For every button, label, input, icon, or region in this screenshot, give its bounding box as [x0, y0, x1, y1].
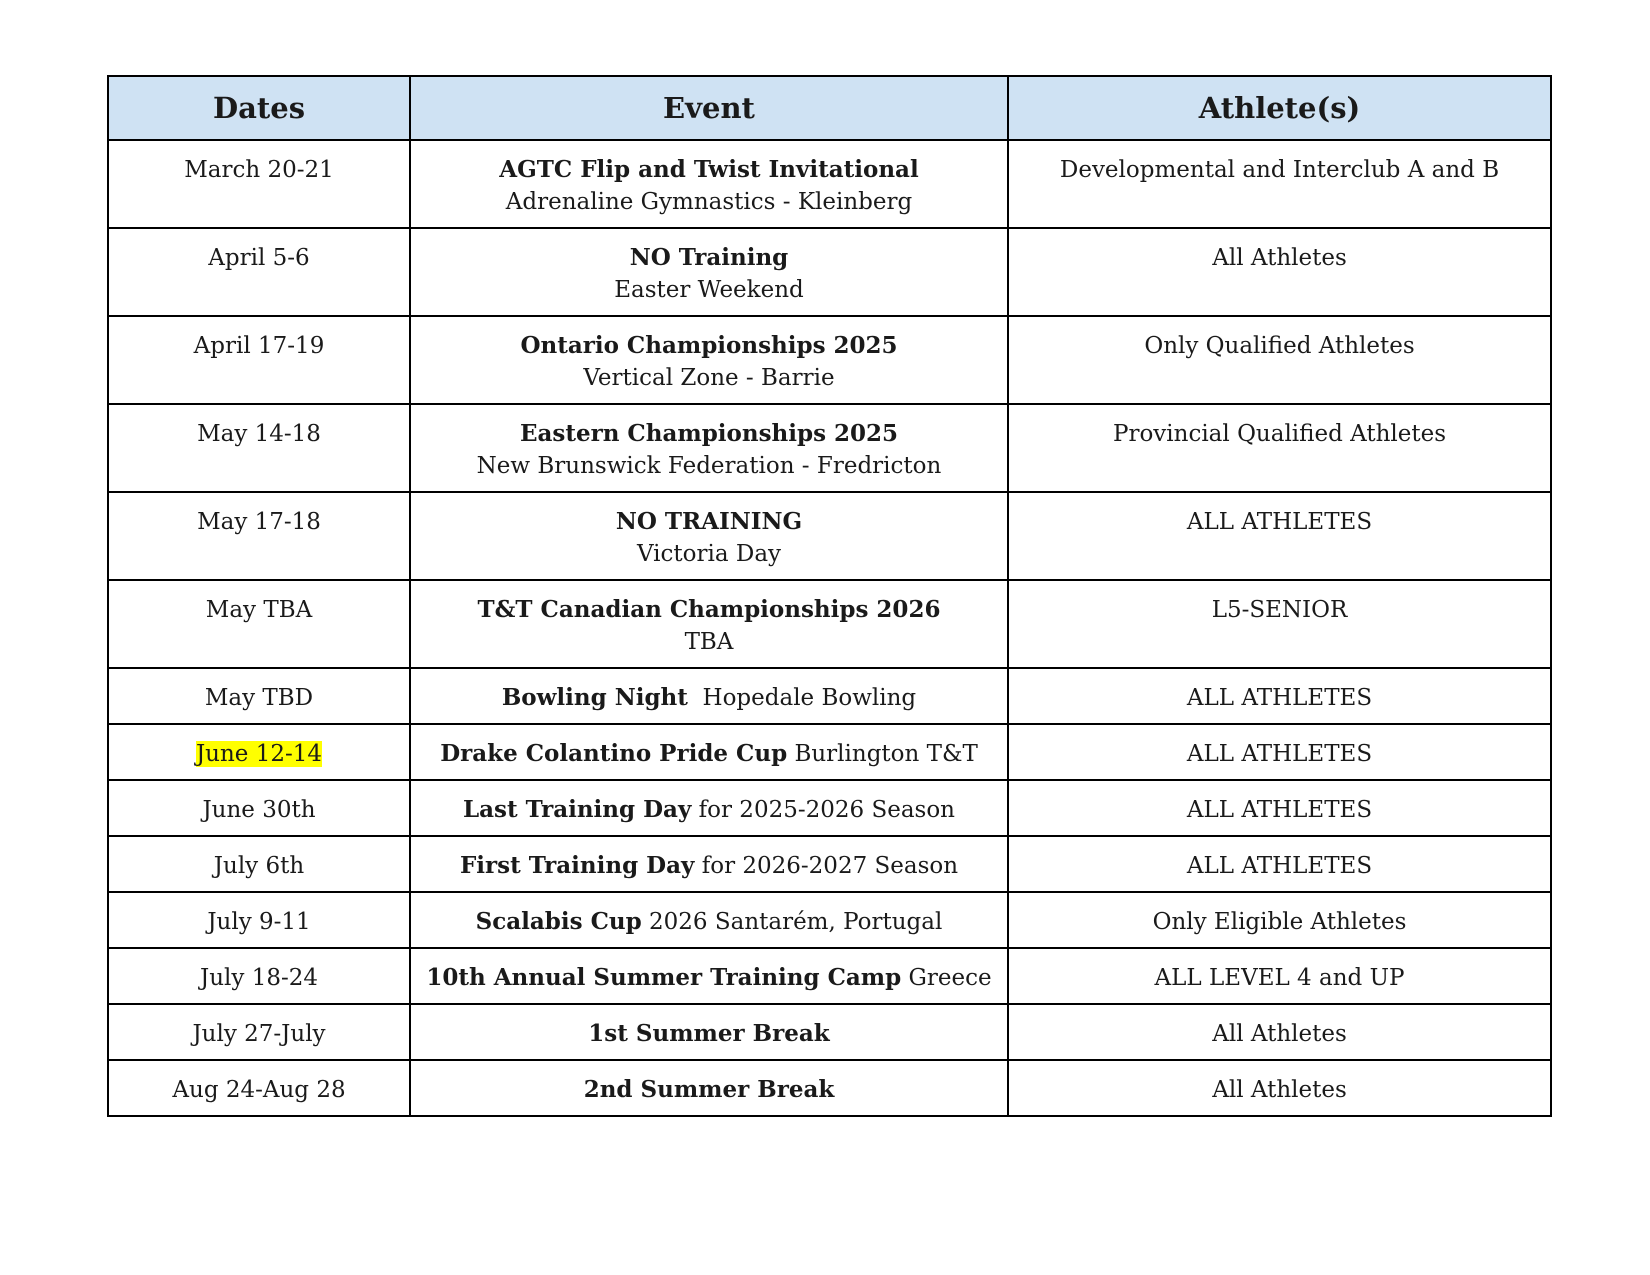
cell-athletes: ALL ATHLETES	[1008, 836, 1551, 892]
table-row	[108, 1004, 1551, 1060]
cell-athletes: L5-SENIOR	[1008, 580, 1551, 668]
event-detail: New Brunswick Federation - Fredricton	[476, 453, 942, 479]
event-title: Scalabis Cup	[475, 908, 642, 935]
cell-athletes: Only Eligible Athletes	[1008, 892, 1551, 948]
event-detail: for 2026-2027 Season	[701, 853, 959, 879]
cell-athletes: ALL LEVEL 4 and UP	[1008, 948, 1551, 1004]
table-row	[108, 316, 1551, 404]
table-row	[108, 1060, 1551, 1116]
cell-event	[410, 836, 1008, 892]
event-detail: Burlington T&T	[794, 741, 978, 767]
table-row	[108, 892, 1551, 948]
event-title: NO TRAINING	[615, 508, 803, 535]
event-detail: TBA	[684, 629, 734, 655]
event-title: Drake Colantino Pride Cup	[440, 740, 788, 767]
cell-dates: April 5-6	[108, 228, 410, 316]
cell-athletes: Provincial Qualified Athletes	[1008, 404, 1551, 492]
event-title: Ontario Championships 2025	[520, 332, 898, 359]
cell-athletes: ALL ATHLETES	[1008, 780, 1551, 836]
cell-athletes: All Athletes	[1008, 228, 1551, 316]
header-event: Event	[410, 76, 1008, 140]
cell-athletes: ALL ATHLETES	[1008, 668, 1551, 724]
cell-dates	[108, 724, 410, 780]
highlighted-date: June 12-14	[195, 741, 323, 767]
cell-dates: March 20-21	[108, 140, 410, 228]
table-row	[108, 140, 1551, 228]
event-detail: for 2025-2026 Season	[698, 797, 955, 823]
event-detail: Hopedale Bowling	[702, 685, 917, 711]
cell-event	[410, 668, 1008, 724]
cell-event	[410, 724, 1008, 780]
cell-athletes: ALL ATHLETES	[1008, 492, 1551, 580]
schedule-table	[107, 75, 1552, 1117]
cell-dates: July 18-24	[108, 948, 410, 1004]
event-title: 2nd Summer Break	[583, 1076, 835, 1103]
cell-event	[410, 492, 1008, 580]
cell-event	[410, 1004, 1008, 1060]
event-detail: Adrenaline Gymnastics - Kleinberg	[505, 189, 913, 215]
table-row	[108, 836, 1551, 892]
cell-dates: April 17-19	[108, 316, 410, 404]
event-title: Last Training Day	[462, 796, 692, 823]
cell-event	[410, 140, 1008, 228]
cell-event	[410, 404, 1008, 492]
cell-event	[410, 892, 1008, 948]
cell-athletes: Developmental and Interclub A and B	[1008, 140, 1551, 228]
cell-dates: June 30th	[108, 780, 410, 836]
event-title: 10th Annual Summer Training Camp	[426, 964, 902, 991]
table-row	[108, 492, 1551, 580]
table-row	[108, 580, 1551, 668]
cell-event	[410, 1060, 1008, 1116]
cell-dates: July 27-July	[108, 1004, 410, 1060]
cell-dates: July 6th	[108, 836, 410, 892]
cell-event	[410, 228, 1008, 316]
cell-athletes: All Athletes	[1008, 1004, 1551, 1060]
table-row	[108, 228, 1551, 316]
header-row	[108, 76, 1551, 140]
event-detail: Vertical Zone - Barrie	[583, 365, 835, 391]
cell-athletes: Only Qualified Athletes	[1008, 316, 1551, 404]
cell-dates: July 9-11	[108, 892, 410, 948]
cell-event	[410, 580, 1008, 668]
cell-athletes: ALL ATHLETES	[1008, 724, 1551, 780]
event-title: Bowling Night	[501, 684, 688, 711]
table-row	[108, 668, 1551, 724]
event-title: T&T Canadian Championships 2026	[477, 596, 941, 623]
event-detail: Easter Weekend	[614, 277, 804, 303]
event-detail: 2026 Santarém, Portugal	[649, 909, 943, 935]
cell-event	[410, 948, 1008, 1004]
cell-dates: May TBA	[108, 580, 410, 668]
table-row	[108, 948, 1551, 1004]
cell-dates: May 14-18	[108, 404, 410, 492]
table-row	[108, 780, 1551, 836]
table-row	[108, 404, 1551, 492]
cell-dates: Aug 24-Aug 28	[108, 1060, 410, 1116]
event-detail: Greece	[908, 965, 992, 991]
table-row	[108, 724, 1551, 780]
cell-event	[410, 780, 1008, 836]
event-title: NO Training	[629, 244, 789, 271]
event-title: 1st Summer Break	[588, 1020, 830, 1047]
event-detail: Victoria Day	[636, 541, 782, 567]
cell-dates: May TBD	[108, 668, 410, 724]
event-title: First Training Day	[459, 852, 695, 879]
cell-dates: May 17-18	[108, 492, 410, 580]
header-athletes: Athlete(s)	[1008, 76, 1551, 140]
header-dates: Dates	[108, 76, 410, 140]
event-title: Eastern Championships 2025	[519, 420, 899, 447]
event-title: AGTC Flip and Twist Invitational	[499, 156, 919, 183]
cell-event	[410, 316, 1008, 404]
cell-athletes: All Athletes	[1008, 1060, 1551, 1116]
